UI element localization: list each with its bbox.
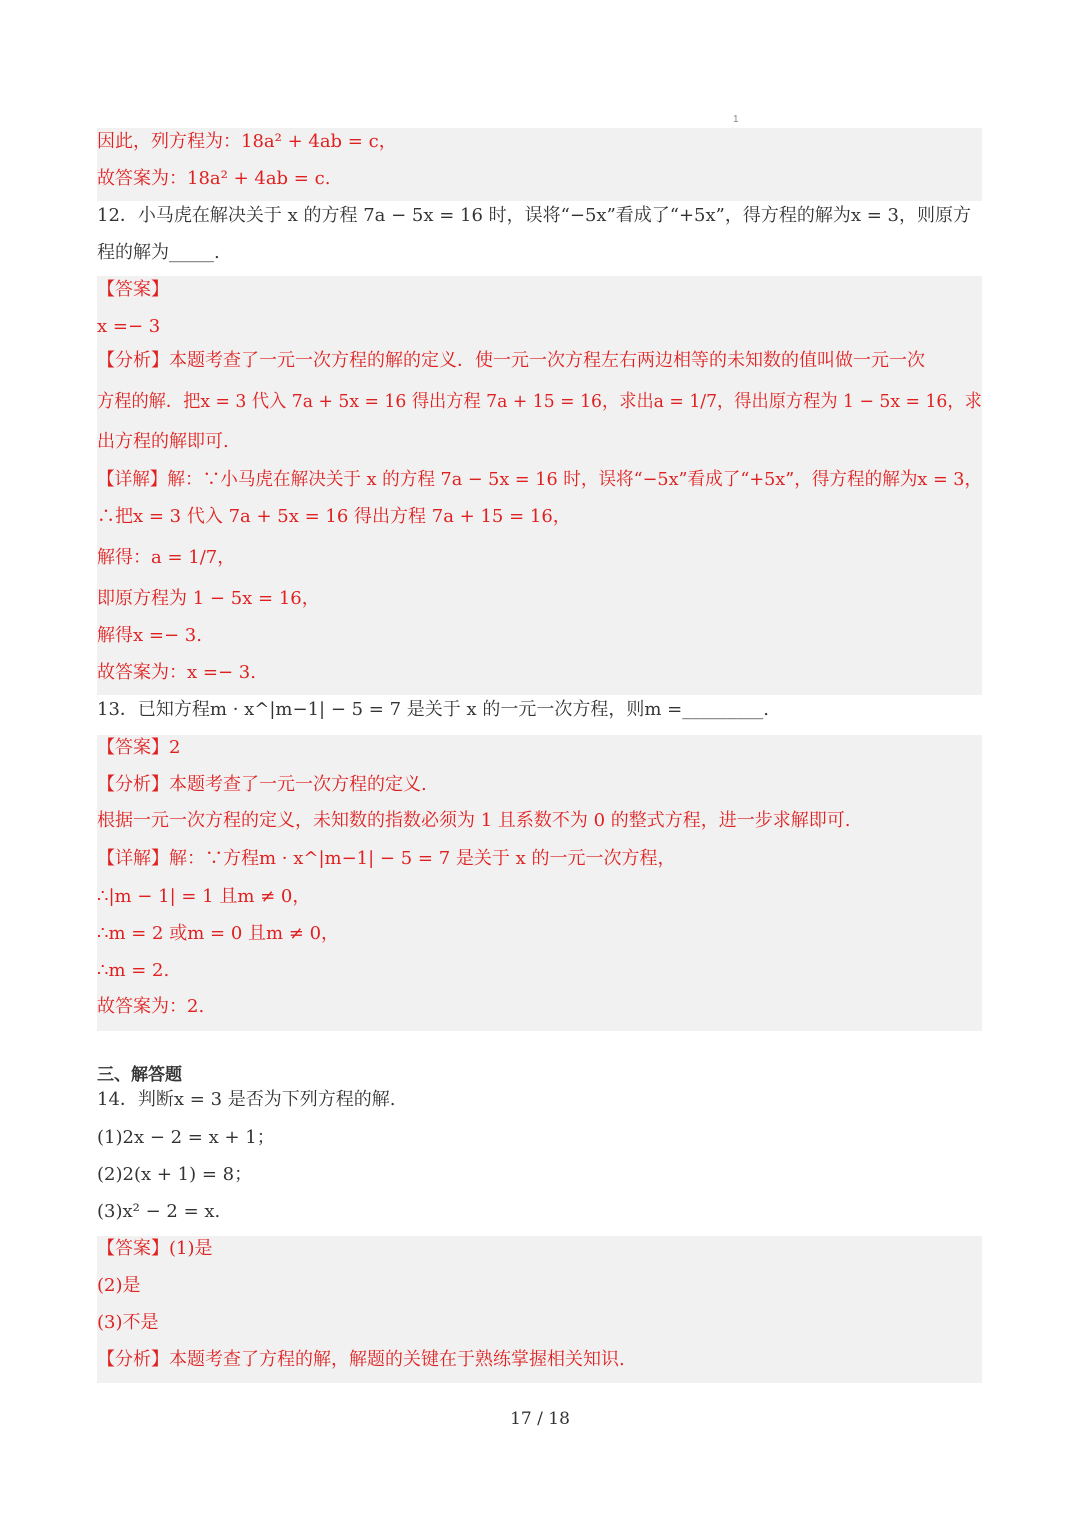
text-line: 因此，列方程为：18a² + 4ab = c， xyxy=(97,131,397,152)
text-line: 程的解为_____. xyxy=(97,242,220,263)
text-line: 【答案】 xyxy=(97,279,169,300)
text-line: (3)不是 xyxy=(97,1312,159,1333)
text-line: 14．判断x = 3 是否为下列方程的解. xyxy=(97,1089,396,1110)
text-line: ∴把x = 3 代入 7a + 5x = 16 得出方程 7a + 15 = 16， xyxy=(97,506,571,527)
text-line: (2)2(x + 1) = 8； xyxy=(97,1164,253,1185)
text-line: ∴|m − 1| = 1 且m ≠ 0， xyxy=(97,886,311,907)
text-line: 12．小马虎在解决关于 x 的方程 7a − 5x = 16 时，误将“−5x”看成了“+5x”，得方程的解为x = 3，则原方 xyxy=(97,205,971,226)
text-line: 故答案为：2. xyxy=(97,996,205,1017)
text-line: 【答案】2 xyxy=(97,737,181,758)
text-line: 解得x =− 3. xyxy=(97,625,202,646)
page-mark: 1 xyxy=(733,114,739,125)
text-line: 解得：a = 1/7， xyxy=(97,547,236,568)
text-line: 故答案为：18a² + 4ab = c. xyxy=(97,168,331,189)
text-line: 根据一元一次方程的定义，未知数的指数必须为 1 且系数不为 0 的整式方程，进一步求解即可. xyxy=(97,810,851,831)
text-line: 【详解】解：∵小马虎在解决关于 x 的方程 7a − 5x = 16 时，误将“−5x”看成了“+5x”，得方程的解为x = 3， xyxy=(97,469,983,490)
text-line: ∴m = 2. xyxy=(97,960,170,981)
text-line: ∴m = 2 或m = 0 且m ≠ 0， xyxy=(97,923,340,944)
text-line: 【分析】本题考查了一元一次方程的定义. xyxy=(97,774,427,795)
page-number: 17 / 18 xyxy=(510,1409,570,1429)
text-line: 方程的解．把x = 3 代入 7a + 5x = 16 得出方程 7a + 15 = 16，求出a = 1/7，得出原方程为 1 − 5x = 16，求 xyxy=(97,391,982,412)
text-line: (2)是 xyxy=(97,1275,141,1296)
text-line: 【分析】本题考查了方程的解，解题的关键在于熟练掌握相关知识. xyxy=(97,1349,625,1370)
text-line: 【答案】(1)是 xyxy=(97,1238,213,1259)
text-line: 故答案为：x =− 3. xyxy=(97,662,256,683)
text-line: 13．已知方程m · x^|m−1| − 5 = 7 是关于 x 的一元一次方程，则m =_________. xyxy=(97,699,769,720)
text-line: 出方程的解即可. xyxy=(97,431,229,452)
text-line: 【分析】本题考查了一元一次方程的解的定义．使一元一次方程左右两边相等的未知数的值叫做一元一次 xyxy=(97,350,925,371)
text-line: 【详解】解：∵方程m · x^|m−1| − 5 = 7 是关于 x 的一元一次方程， xyxy=(97,848,676,869)
text-line: (1)2x − 2 = x + 1； xyxy=(97,1127,275,1148)
text-line: x =− 3 xyxy=(97,316,161,337)
text-line: 即原方程为 1 − 5x = 16， xyxy=(97,588,320,609)
section-heading: 三、解答题 xyxy=(97,1065,182,1085)
text-line: (3)x² − 2 = x. xyxy=(97,1201,221,1222)
